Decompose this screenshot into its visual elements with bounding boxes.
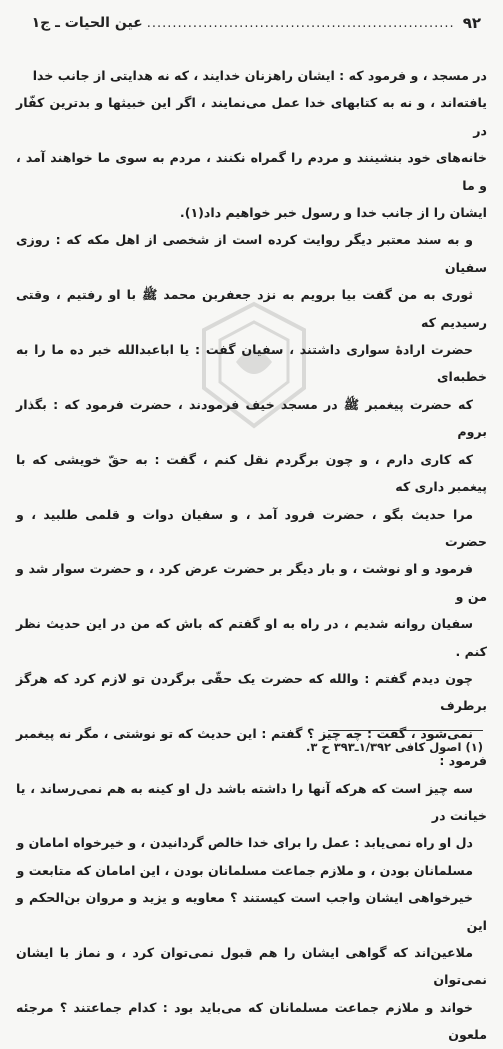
text-line: که حضرت پیغمبر ﷺ در مسجد خیف فرمودند ، حضرت فرمود که : بگذار بروم [16,396,487,440]
text-line: ملاعین‌اند که گواهی ایشان را هم قبول نمی‌توان کرد ، و نماز با ایشان نمی‌توان [16,945,487,988]
text-line: خواند و ملازم جماعت مسلمانان که می‌باید بود : کدام جماعتند ؟ مرجئه ملعون [16,999,487,1043]
text-line: مرا حدیث بگو ، حضرت فرود آمد ، و سفیان دوات و قلمی طلبید ، و حضرت [16,506,487,549]
page-number: ۹۲ [462,14,481,32]
text-line: چون دیدم گفتم : والله که حضرت یک حقّی برگردن تو لازم کرد که هرگز برطرف [16,670,487,714]
text-line: مسلمانان بودن ، و ملازم جماعت مسلمانان بودن ، این امامان که متابعت و [16,862,473,878]
text-line: سه چیز است که هرکه آنها را داشته باشد دل او کینه به هم نمی‌رساند ، یا خیانت در [16,780,487,823]
text-line: دل او راه نمی‌یابد : عمل را برای خدا خالص گردانیدن ، و خیرخواه امامان و [16,835,473,851]
text-line: حضرت ارادهٔ سواری داشتند ، سفیان گفت : یا اباعبدالله خبر ده ما را به خطبه‌ای [16,342,487,385]
paragraph [16,226,487,665]
text-line: فرمود و او نوشت ، و بار دیگر بر حضرت عرض کرد ، و حضرت سوار شد و من و [16,561,487,604]
text-line: در مسجد ، و فرمود که : ایشان راهزنان خدایند ، که نه هدایتی از جانب خدا [32,68,487,83]
footnote-divider [328,730,483,731]
text-line: که کاری دارم ، و چون برگردم نقل کنم ، گفت : به حقّ خویشی که با پیغمبر داری که [16,451,487,495]
text-line: ثوری به من گفت بیا برویم به نزد جعفربن محمد ﷺ با او رفتیم ، وقتی رسیدیم که [16,287,487,330]
running-header [22,10,481,36]
text-line: خیرخواهی ایشان واجب است کیستند ؟ معاویه و یزید و مروان بن‌الحکم و این [16,890,487,933]
running-title: عین الحیات ـ ج۱ [31,15,143,31]
text-line: و به سند معتبر دیگر روایت کرده است از شخصی از اهل مکه که : روزی سفیان [16,232,487,275]
paragraph [16,665,487,1049]
paragraph [16,62,487,226]
text-line: ایشان را از جانب خدا و رسول خبر خواهیم داد(۱). [179,205,487,221]
text-line: نمی‌شود ، گفت : چه چیز ؟ گفتم : این حدیث که تو نوشتی ، مگر نه پیغمبر فرمود : [16,725,487,769]
footnote: (۱) اصول کافی ۱/۳۹۲ـ۳۹۳ ح ۳. [306,740,483,754]
text-line: سفیان روانه شدیم ، در راه به او گفتم که باش که من در این حدیث نظر کنم . [16,616,487,659]
body-text [16,62,487,1049]
text-line: خانه‌های خود بنشینند و مردم را گمراه نکنند ، مردم به سوی ما خواهند آمد ، و ما [16,150,487,193]
text-line: یافته‌اند ، و نه به کتابهای خدا عمل می‌نمایند ، اگر این خبیثها و بدترین کفّار در [16,95,487,138]
header-leader-dots: ............................................................ [146,15,455,31]
